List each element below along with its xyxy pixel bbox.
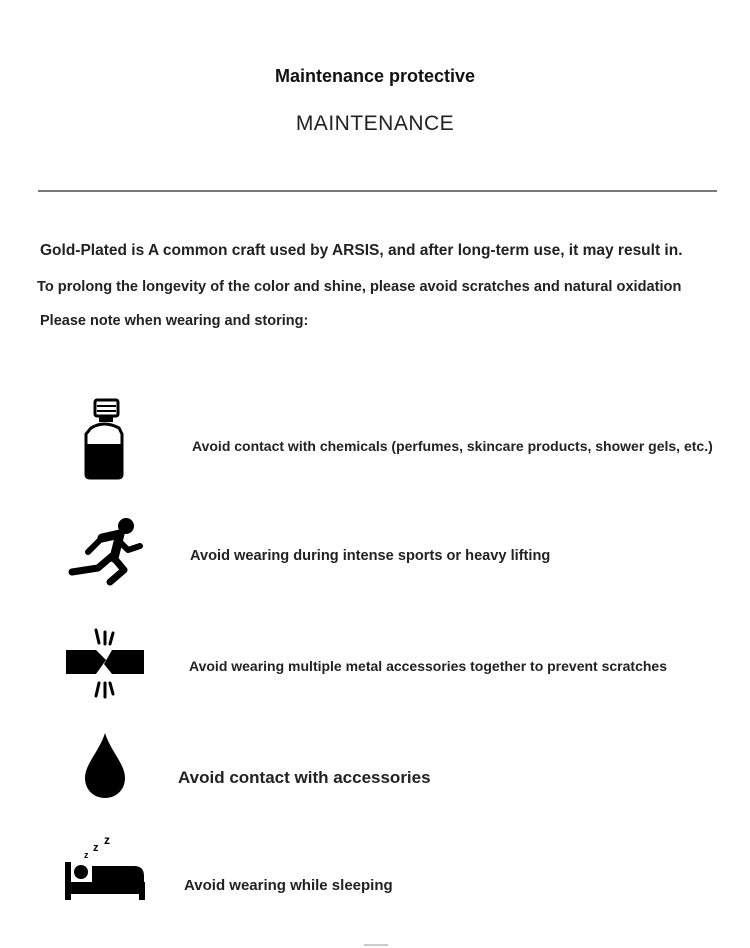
item-text-sports: Avoid wearing during intense sports or heavy lifting	[190, 548, 551, 564]
item-text-chemicals: Avoid contact with chemicals (perfumes, skincare products, shower gels, etc.)	[192, 438, 713, 454]
bottle-icon	[82, 398, 128, 482]
svg-text:z: z	[93, 842, 99, 854]
running-person-icon	[66, 516, 144, 588]
page-title: Maintenance protective	[274, 66, 476, 86]
broken-bar-icon	[64, 628, 146, 700]
svg-text:z: z	[104, 834, 110, 847]
intro-line-2: To prolong the longevity of the color and shine, please avoid scratches and natural oxidation	[37, 279, 682, 295]
bottom-edge-mark	[364, 944, 388, 946]
item-text-sleeping: Avoid wearing while sleeping	[184, 877, 393, 894]
intro-line-3: Please note when wearing and storing:	[40, 313, 309, 329]
svg-text:z: z	[84, 850, 89, 860]
item-text-accessories: Avoid contact with accessories	[178, 768, 431, 787]
intro-line-1: Gold-Plated is A common craft used by ARSIS, and after long-term use, it may result in.	[40, 242, 683, 259]
divider	[38, 190, 717, 192]
sleeping-bed-icon	[62, 834, 148, 904]
item-text-metal: Avoid wearing multiple metal accessories together to prevent scratches	[189, 658, 667, 674]
water-drop-icon	[84, 732, 126, 800]
page-subtitle: MAINTENANCE	[295, 112, 455, 135]
